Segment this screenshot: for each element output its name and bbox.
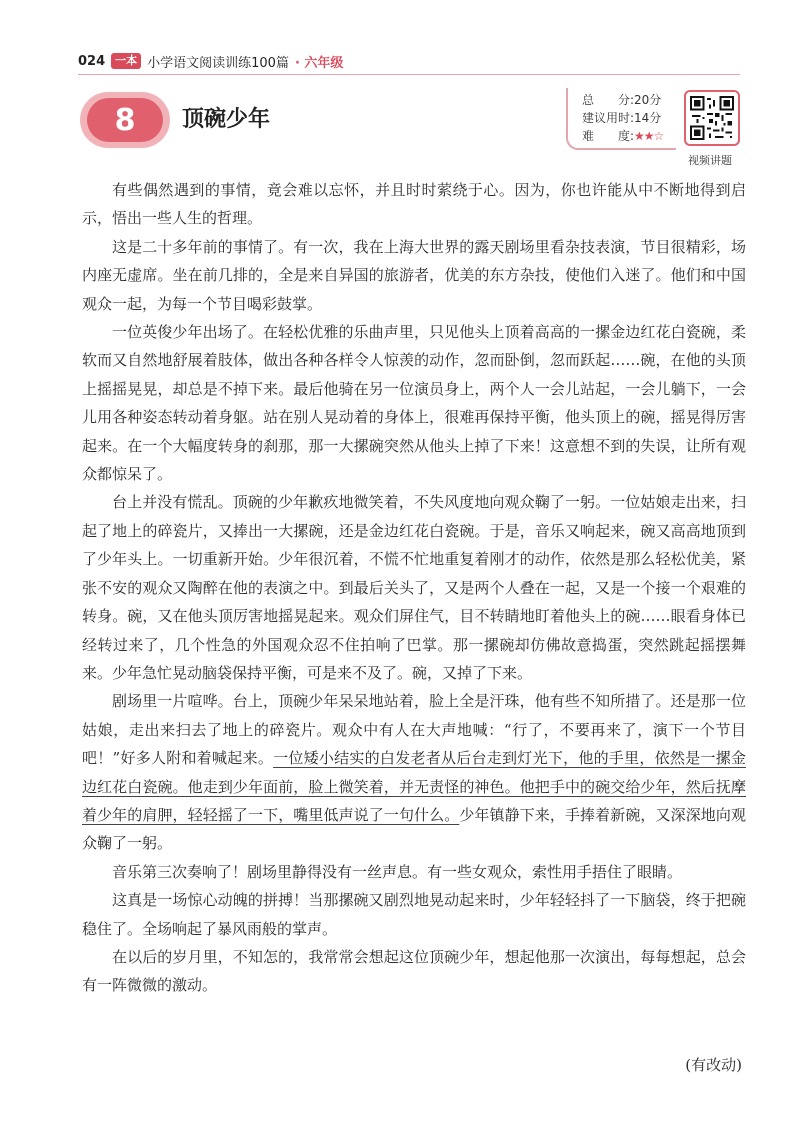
page-header xyxy=(78,50,343,72)
paragraph xyxy=(82,176,746,233)
underlined-passage: 一位矮小结实的白发老者从后台走到灯光下，他的手里，依然是一摞金边红花白瓷碗。他走到少年面前，脸上微笑着，并无责怪的神色。他把手中的碗交给少年，然后抚摩着少年的肩胛，轻轻摇了一下，嘴里低声说了一句什么。 xyxy=(82,749,746,824)
paragraph-text: 这真是一场惊心动魄的拼搏！当那摞碗又剧烈地晃动起来时，少年轻轻抖了一下脑袋，终于把碗稳住了。全场响起了暴风雨般的掌声。 xyxy=(82,891,746,938)
paragraph-text: 一位英俊少年出场了。在轻松优雅的乐曲声里，只见他头上顶着高高的一摞金边红花白瓷碗，柔软而又自然地舒展着肢体，做出各种各样令人惊羡的动作，忽而卧倒，忽而跃起……碗，在他的头顶上摇摇晃晃，却总是不掉下来。最后他骑在另一位演员身上，两个人一会儿站起，一会儿躺下，一会儿用各种姿态转动着身躯。站在别人晃动着的身体上，很难再保持平衡，他头顶上的碗，摇晃得厉害起来。在一个大幅度转身的刹那，那一大摞碗突然从他头上掉了下来！这意想不到的失误，让所有观众都惊呆了。 xyxy=(82,323,746,484)
source-note: (有改动) xyxy=(685,1056,742,1074)
paragraph-text: 这是二十多年前的事情了。有一次，我在上海大世界的露天剧场里看杂技表演，节目很精彩，场内座无虚席。坐在前几排的，全是来自异国的旅游者，优美的东方杂技，使他们入迷了。他们和中国观众一起，为每一个节目喝彩鼓掌。 xyxy=(82,237,746,313)
time-value: 14分 xyxy=(634,111,662,125)
header-divider xyxy=(78,74,740,75)
grade-label: · 六年级 xyxy=(294,55,344,71)
time-label: 建议用时: xyxy=(582,111,635,125)
paragraph xyxy=(82,488,746,687)
info-box xyxy=(566,88,676,150)
paragraph-text: 音乐第三次奏响了！剧场里静得没有一丝声息。有一些女观众，索性用手捂住了眼睛。 xyxy=(112,862,683,881)
difficulty-stars: ★★☆ xyxy=(634,129,664,143)
paragraph-text: 台上并没有慌乱。顶碗的少年歉疚地微笑着，不失风度地向观众鞠了一躬。一位姑娘走出来，扫起了地上的碎瓷片，又捧出一大摞碗，还是金边红花白瓷碗。于是，音乐又响起来，碗又高高地顶到了少年头上。一切重新开始。少年很沉着，不慌不忙地重复着刚才的动作，依然是那么轻松优美，紧张不安的观众又陶醉在他的表演之中。到最后关头了，又是两个人叠在一起，又是一个接一个艰难的转身。碗，又在他头顶厉害地摇晃起来。观众们屏住气，目不转睛地盯着他头上的碗……眼看身体已经转过来了，几个性急的外国观众忍不住拍响了巴掌。那一摞碗却仿佛故意捣蛋，突然跳起摇摆舞来。少年急忙晃动脑袋保持平衡，可是来不及了。碗，又掉了下来。 xyxy=(82,493,746,682)
paragraph-text: 少年镇静下来，手捧着新碗，又深深地向观众鞠了一躬。 xyxy=(82,805,746,853)
paragraph xyxy=(82,318,746,488)
total-label: 总 分: xyxy=(582,93,635,107)
paragraph xyxy=(82,886,746,943)
difficulty-label: 难 度: xyxy=(582,129,635,143)
qr-caption: 视频讲题 xyxy=(688,154,732,167)
paragraph-text: 在以后的岁月里，不知怎的，我常常会想起这位顶碗少年，想起他那一次演出，每每想起，总会有一阵微微的激动。 xyxy=(82,947,746,995)
paragraph xyxy=(82,233,746,318)
paragraph-text: 剧场里一片喧哗。台上，顶碗少年呆呆地站着，脸上全是汗珠，他有些不知所措了。还是那一位姑娘，走出来扫去了地上的碎瓷片。观众中有人在大声地喊：“行了，不要再来了，演下一个节目吧！”好多人附和着喊起来。 xyxy=(82,692,746,768)
lesson-number-badge xyxy=(80,92,170,148)
paragraph xyxy=(82,858,746,886)
paragraph-text: 有些偶然遇到的事情，竟会难以忘怀，并且时时萦绕于心。因为，你也许能从中不断地得到启示，悟出一些人生的哲理。 xyxy=(82,181,746,228)
lesson-number: 8 xyxy=(87,98,163,142)
total-value: 20分 xyxy=(634,93,662,107)
brand-logo: 一本 xyxy=(111,53,141,69)
page-number: 024 xyxy=(78,53,106,69)
lesson-title: 顶碗少年 xyxy=(182,107,271,132)
paragraph xyxy=(82,943,746,1000)
book-title: 小学语文阅读训练100篇 xyxy=(147,55,289,71)
qr-code-icon[interactable] xyxy=(684,90,740,146)
total-score-row xyxy=(582,91,676,109)
time-row xyxy=(582,109,676,127)
paragraph xyxy=(82,687,746,857)
difficulty-row xyxy=(582,127,676,145)
article-body xyxy=(82,176,746,1000)
